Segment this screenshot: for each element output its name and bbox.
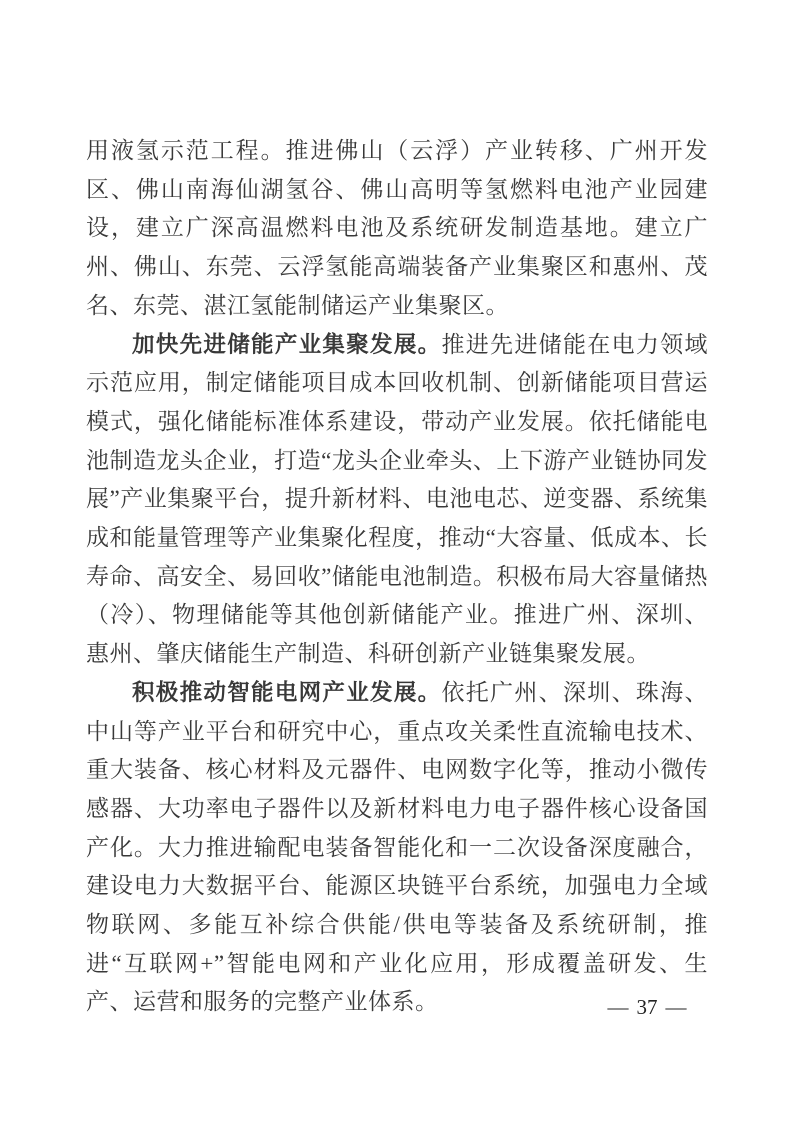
page-number-left-dash: — xyxy=(607,995,629,1019)
page-number-value: 37 xyxy=(636,995,658,1019)
page-number-right-dash: — xyxy=(665,995,687,1019)
paragraph-text: 依托广州、深圳、珠海、中山等产业平台和研究中心，重点攻关柔性直流输电技术、重大装备、核心材料及元器件、电网数字化等，推动小微传感器、大功率电子器件以及新材料电力电子器件核心设备国产化。大力推进输配电装备智能化和一二次设备深度融合，建设电力大数据平台、能源区块链平台系统，加强电力全域物联网、多能互补综合供能/供电等装备及系统研制，推进“互联网+”智能电网和产业化应用，形成覆盖研发、生产、运营和服务的完整产业体系。 xyxy=(86,679,708,1015)
paragraph xyxy=(86,132,708,326)
document-text-block xyxy=(86,132,708,1022)
paragraph-lead: 加快先进储能产业集聚发展。 xyxy=(132,331,442,357)
paragraph-text: 推进先进储能在电力领域示范应用，制定储能项目成本回收机制、创新储能项目营运模式，强化储能标准体系建设，带动产业发展。依托储能电池制造龙头企业，打造“龙头企业牵头、上下游产业链协同发展”产业集聚平台，提升新材料、电池电芯、逆变器、系统集成和能量管理等产业集聚化程度，推动“大容量、低成本、长寿命、高安全、易回收”储能电池制造。积极布局大容量储热（冷）、物理储能等其他创新储能产业。推进广州、深圳、惠州、肇庆储能生产制造、科研创新产业链集聚发展。 xyxy=(86,331,708,667)
paragraph xyxy=(86,674,708,1022)
paragraph xyxy=(86,326,708,674)
page-number xyxy=(592,995,702,1020)
paragraph-lead: 积极推动智能电网产业发展。 xyxy=(132,679,442,705)
paragraph-text: 用液氢示范工程。推进佛山（云浮）产业转移、广州开发区、佛山南海仙湖氢谷、佛山高明等氢燃料电池产业园建设，建立广深高温燃料电池及系统研发制造基地。建立广州、佛山、东莞、云浮氢能高端装备产业集聚区和惠州、茂名、东莞、湛江氢能制储运产业集聚区。 xyxy=(86,138,708,318)
